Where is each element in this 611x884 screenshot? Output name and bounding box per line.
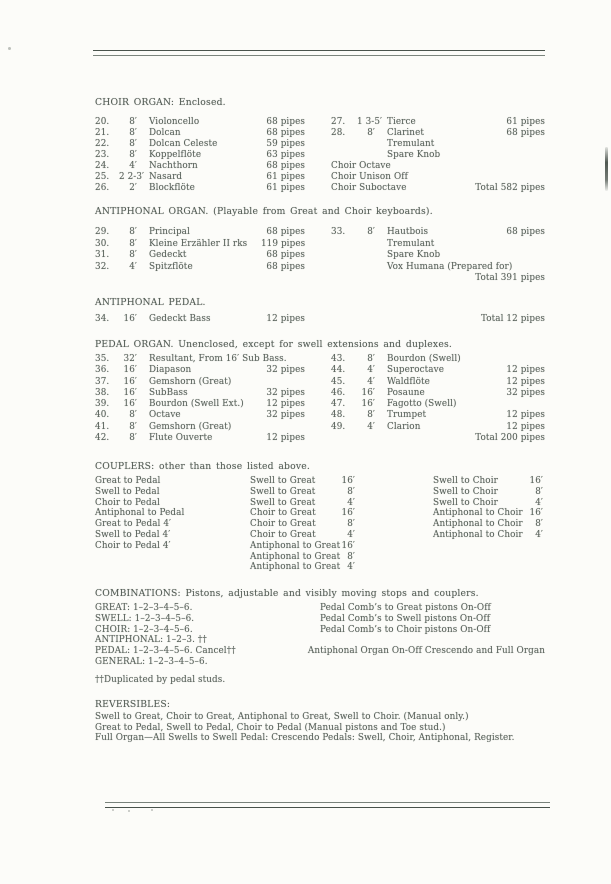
coupler-item [433,498,543,509]
stop-pipes: 12 pipes [506,365,545,376]
top-double-rule [93,50,545,56]
section-pedal-organ [95,339,545,444]
stop-pipes [247,377,305,388]
stop-name: Dolcan [149,128,181,138]
coupler-pitch: 4′ [535,497,543,508]
stop-pitch: 8′ [129,117,137,127]
stop-row [331,227,545,239]
stop-pitch: 8′ [129,150,137,160]
stop-row [331,128,545,139]
coupler-item [250,487,355,498]
choir-stoplist-right [331,117,545,194]
stop-row [331,422,545,433]
stop-row [331,250,545,262]
scan-artifact-right-edge [605,147,608,191]
coupler-label: Antiphonal to Choir [433,529,523,540]
pedal-stoplist-left [95,354,305,444]
stop-pipes: 63 pipes [266,150,305,160]
section-heading-reversibles: REVERSIBLES: [95,699,171,710]
stop-row [95,250,305,262]
stop-pipes [487,399,545,410]
stop-pitch: 1 3-5′ [357,117,383,127]
section-antiphonal-pedal [95,297,545,325]
scan-speck [112,809,114,811]
stop-pitch: 4′ [367,365,375,376]
stop-pipes: Total 200 pipes [475,433,545,444]
couplers-column-pedal [95,476,184,552]
combination-pistons: GENERAL: 1–2–3–4–5–6. [95,656,208,667]
stop-number: 48. [331,410,346,421]
stop-name: Hautbois [387,227,429,237]
stop-pipes: 68 pipes [506,227,545,237]
stop-row [331,183,545,194]
section-total: Total 12 pipes [480,314,545,324]
stop-number: 33. [331,227,346,237]
coupler-label: Swell to Choir [433,476,498,486]
coupler-pitch: 16′ [529,476,543,486]
stop-number: 39. [95,399,110,410]
coupler-pitch: 16′ [341,476,355,486]
section-combinations [95,588,545,686]
stop-row [331,354,545,365]
coupler-item: Great to Pedal 4′ [95,519,172,530]
stop-name: Violoncello [149,117,200,127]
section-heading-pedal: PEDAL ORGAN. Unenclosed, except for swell extensions and duplexes. [95,339,452,350]
stop-row [95,399,305,410]
coupler-label: Swell to Great [250,486,316,497]
coupler-label: Antiphonal to Choir [433,508,523,519]
scan-speck [8,47,11,50]
stop-pitch: 8′ [129,128,137,138]
stop-pipes: 119 pipes [260,238,306,249]
stop-pitch: 4′ [129,161,137,171]
coupler-label: Antiphonal to Great [250,540,341,551]
stop-name: Fagotto (Swell) [387,399,457,410]
stop-pipes: 32 pipes [266,387,305,398]
coupler-item: Swell to Pedal 4′ [95,529,171,540]
stop-row [95,227,305,239]
stop-name: Nasard [149,172,183,182]
stop-number: 44. [331,365,346,376]
coupler-item [250,498,355,509]
stop-number [331,150,357,161]
stop-pipes [487,239,545,251]
stop-pitch: 8′ [129,250,137,260]
stop-pitch: 4′ [367,421,375,432]
stop-name: Spare Knob [387,250,441,260]
stop-name: Trumpet [387,410,427,421]
stop-number: 34. [95,314,110,324]
coupler-pitch: 8′ [535,486,543,497]
coupler-label: Choir to Great [250,519,316,530]
stop-pipes: 32 pipes [266,410,305,421]
stop-pipes: 61 pipes [266,183,305,193]
coupler-item [250,476,355,487]
stop-pitch [357,239,387,251]
stop-name: Posaune [387,387,425,398]
coupler-pitch: 8′ [535,519,543,530]
coupler-label: Choir to Great [250,529,316,540]
stop-pipes: 68 pipes [266,250,305,260]
stop-pipes: 68 pipes [266,161,305,171]
stop-name: Koppelflöte [149,150,202,160]
stop-number: 43. [331,354,346,364]
stop-name: Principal [149,227,190,237]
coupler-item [433,519,543,530]
stop-number: 49. [331,421,346,432]
bottom-double-rule [105,802,550,808]
stop-name: Tremulant [387,238,435,249]
coupler-label: Swell to Great [250,476,316,486]
stop-row [95,365,305,376]
stop-pitch: 16′ [123,387,137,398]
stop-name: Octave [149,410,181,421]
stop-row [331,365,545,376]
coupler-item [250,552,355,563]
stop-name: Waldflöte [387,376,430,387]
coupler-label: Antiphonal to Great [250,562,341,573]
stop-row [95,354,305,365]
stop-row [331,388,545,399]
coupler-pitch: 8′ [347,551,355,562]
stop-name: Vox Humana (Prepared for) [387,261,513,272]
stop-pipes: 12 pipes [266,314,305,324]
combination-pistons: CHOIR: 1–2–3–4–5–6. [95,624,193,635]
stop-number: 41. [95,421,110,432]
stop-pitch: 8′ [367,128,375,138]
stop-number: 28. [331,128,346,138]
stop-pipes: 12 pipes [506,376,545,387]
section-choir-organ [95,97,545,194]
combination-pistons: GREAT: 1–2–3–4–5–6. [95,603,193,613]
stop-row [331,410,545,421]
stop-number [331,262,357,274]
stop-pitch: 8′ [129,227,137,237]
section-antiphonal-organ [95,206,545,285]
stop-pitch: 4′ [129,261,137,272]
antiphonal-stoplist-left [95,227,305,285]
stop-pitch: 16′ [123,365,137,376]
stop-pitch: 16′ [123,399,137,410]
combination-pistons: PEDAL: 1–2–3–4–5–6. Cancel†† [95,646,236,657]
stop-name: Flute Ouverte [149,433,213,444]
stop-name: Choir Suboctave [331,183,407,193]
stop-pipes [487,150,545,161]
coupler-item: Choir to Pedal 4′ [95,540,171,551]
stop-pipes: 61 pipes [266,172,305,182]
stop-pitch: 8′ [129,421,137,432]
stop-pitch [357,150,387,161]
stop-pipes: 12 pipes [506,421,545,432]
stop-row [95,433,305,444]
combination-pistons: SWELL: 1–2–3–4–5–6. [95,613,195,624]
stop-pitch [357,250,387,262]
combination-note: Pedal Comb’s to Great pistons On-Off [320,603,491,613]
stop-row [95,410,305,421]
stop-number: 42. [95,433,110,444]
stop-pitch [357,262,387,274]
stop-number: 45. [331,376,346,387]
coupler-item [433,476,543,487]
stop-number: 31. [95,250,110,260]
stop-pitch: 8′ [129,410,137,421]
section-couplers [95,461,545,576]
stop-pipes [487,250,545,262]
stop-pipes: 32 pipes [506,387,545,398]
combination-row [95,657,545,668]
stop-pipes [487,354,545,365]
stop-number: 26. [95,183,110,193]
stop-name: Dolcan Celeste [149,139,218,149]
stop-number: 38. [95,387,110,398]
stop-name: Diapason [149,365,192,376]
stop-pipes [247,422,305,433]
stop-number [331,250,357,262]
combination-pistons: ANTIPHONAL: 1–2–3. †† [95,635,207,646]
stop-number: 47. [331,399,346,410]
section-heading-antiphonal-pedal: ANTIPHONAL PEDAL. [95,297,206,308]
combination-note: Antiphonal Organ On-Off Crescendo and Full Organ [307,646,545,657]
stop-pitch: 16′ [361,399,375,410]
stop-pitch: 16′ [361,387,375,398]
coupler-label: Swell to Great [250,497,316,508]
stop-row [331,262,545,274]
coupler-item [250,519,355,530]
stop-pipes: 12 pipes [266,399,305,410]
stop-pipes: 68 pipes [266,128,305,138]
stop-pipes: Total 582 pipes [475,183,545,193]
stop-pitch: 8′ [367,354,375,364]
choir-stoplist-left [95,117,305,194]
stop-name: Tierce [387,117,416,127]
coupler-item: Great to Pedal [95,476,161,486]
scan-speck [128,810,130,812]
combination-note: Pedal Comb’s to Swell pistons On-Off [320,613,491,624]
stop-number: 29. [95,227,110,237]
section-heading-combinations: COMBINATIONS: Pistons, adjustable and visibly moving stops and couplers. [95,588,479,599]
coupler-item [433,508,543,519]
stop-name: Bourdon (Swell Ext.) [149,399,244,410]
stop-number: 36. [95,365,110,376]
stop-pitch [357,139,387,150]
stop-name: Gemshorn (Great) [149,376,232,387]
stop-name: Blockflöte [149,183,195,193]
stop-row [95,161,305,172]
stop-pipes: 68 pipes [506,128,545,138]
couplers-column-great [250,476,355,573]
stop-pitch: 2 2-3′ [119,172,145,182]
section-heading-couplers: COUPLERS: other than those listed above. [95,461,311,472]
stop-pipes: 68 pipes [266,227,305,237]
antiphonal-stoplist-right [331,227,545,285]
combination-row [95,603,545,614]
stop-name: Choir Octave [331,161,391,171]
stop-number: 30. [95,238,110,249]
stop-pitch: 8′ [129,433,137,444]
stop-name: Superoctave [387,365,445,376]
coupler-item: Swell to Pedal [95,486,160,497]
stop-name: Bourdon (Swell) [387,354,461,364]
stop-row [331,161,545,172]
stop-name: Gedeckt Bass [149,314,211,324]
stop-row [331,399,545,410]
combination-row [95,646,545,657]
section-heading-choir: CHOIR ORGAN: Enclosed. [95,97,226,108]
stop-pitch: 8′ [129,139,137,149]
stop-name: Gemshorn (Great) [149,421,232,432]
combinations-footnote: ††Duplicated by pedal studs. [95,674,226,685]
stop-pitch: 16′ [123,314,137,324]
combination-row [95,625,545,636]
couplers-column-choir [433,476,543,541]
stop-number: 20. [95,117,110,127]
stop-pitch: 8′ [367,410,375,421]
stop-row [95,388,305,399]
stop-number: 32. [95,261,110,272]
stop-row [331,273,545,285]
combination-note: Pedal Comb’s to Choir pistons On-Off [320,624,491,635]
section-heading-antiphonal: ANTIPHONAL ORGAN. (Playable from Great and Choir keyboards). [95,206,433,217]
stop-name: Tremulant [387,139,435,149]
stop-number: 27. [331,117,346,127]
stop-number: 24. [95,161,110,171]
scan-speck [151,809,153,811]
stop-pipes: Total 391 pipes [475,273,545,283]
stop-row [331,139,545,150]
stop-name: Clarion [387,421,421,432]
coupler-pitch: 4′ [347,497,355,508]
coupler-label: Choir to Great [250,508,316,519]
stop-pitch: 8′ [129,238,137,249]
reversible-line: Full Organ—All Swells to Swell Pedal: Crescendo Pedals: Swell, Choir, Antiphonal, Register. [95,733,515,744]
coupler-pitch: 16′ [341,508,355,519]
section-reversibles [95,699,545,744]
stop-row [95,239,305,251]
stop-name: Resultant, From 16′ Sub Bass. [149,354,287,364]
stop-pipes [487,139,545,150]
stop-pitch: 2′ [129,183,137,193]
stop-name: Kleine Erzähler II rks [149,238,248,249]
stop-row [95,183,305,194]
stop-number: 23. [95,150,110,160]
stop-pitch: 32′ [123,354,137,364]
stop-row [331,117,545,128]
coupler-pitch: 4′ [535,529,543,540]
stop-row [95,262,305,274]
stop-pipes: 59 pipes [266,139,305,149]
stop-row [95,128,305,139]
coupler-item [250,541,355,552]
coupler-label: Antiphonal to Great [250,551,341,562]
stop-name: Choir Unison Off [331,172,408,182]
stop-name: Nachthorn [149,161,198,171]
reversibles-lines [95,712,545,744]
coupler-pitch: 16′ [529,508,543,519]
stop-pitch: 16′ [123,376,137,387]
coupler-item: Choir to Pedal [95,497,160,508]
stop-name: Spitzflöte [149,261,193,272]
stop-row [95,117,305,128]
stop-row [331,150,545,161]
stop-row [95,150,305,161]
coupler-item: Antiphonal to Pedal [95,508,185,519]
stop-pipes: 68 pipes [266,261,305,272]
coupler-pitch: 16′ [341,540,355,551]
coupler-item [250,508,355,519]
reversible-line: Swell to Great, Choir to Great, Antiphonal to Great, Swell to Choir. (Manual only.) [95,712,469,722]
stop-number: 22. [95,139,110,149]
stop-row [331,172,545,183]
stop-number [331,139,357,150]
stop-name: Gedeckt [149,250,187,260]
combination-row [95,614,545,625]
stop-row [95,422,305,433]
stop-number: 21. [95,128,110,138]
stop-row [95,377,305,388]
reversible-line: Great to Pedal, Swell to Pedal, Choir to Pedal (Manual pistons and Toe stud.) [95,722,446,733]
stop-pipes: 32 pipes [266,365,305,376]
coupler-label: Swell to Choir [433,486,498,497]
coupler-pitch: 8′ [347,486,355,497]
stop-row [95,139,305,150]
coupler-item [433,487,543,498]
stop-number: 35. [95,354,110,364]
coupler-item [433,530,543,541]
stop-name: Clarinet [387,128,425,138]
stop-pipes [512,262,570,274]
coupler-label: Antiphonal to Choir [433,519,523,530]
stop-pipes: 68 pipes [266,117,305,127]
stop-number: 37. [95,376,110,387]
stop-number: 46. [331,387,346,398]
stop-pipes: 61 pipes [506,117,545,127]
coupler-label: Swell to Choir [433,497,498,508]
combination-row [95,635,545,646]
stop-number [331,239,357,251]
stop-pitch: 4′ [367,376,375,387]
stop-pipes: 12 pipes [266,433,305,444]
coupler-pitch: 4′ [347,562,355,573]
stop-row [95,314,545,325]
stop-number: 25. [95,172,110,182]
pedal-stoplist-right [331,354,545,444]
coupler-pitch: 4′ [347,529,355,540]
stop-name: Spare Knob [387,150,441,160]
stop-row [95,172,305,183]
coupler-pitch: 8′ [347,519,355,530]
stop-number: 40. [95,410,110,421]
stop-pitch: 8′ [367,227,375,237]
combinations-rows [95,603,545,668]
stop-row [331,433,545,444]
coupler-item [250,530,355,541]
stop-row [331,239,545,251]
stop-pipes: 12 pipes [506,410,545,421]
stop-name: SubBass [149,387,188,398]
coupler-item [250,562,355,573]
stop-row [331,377,545,388]
